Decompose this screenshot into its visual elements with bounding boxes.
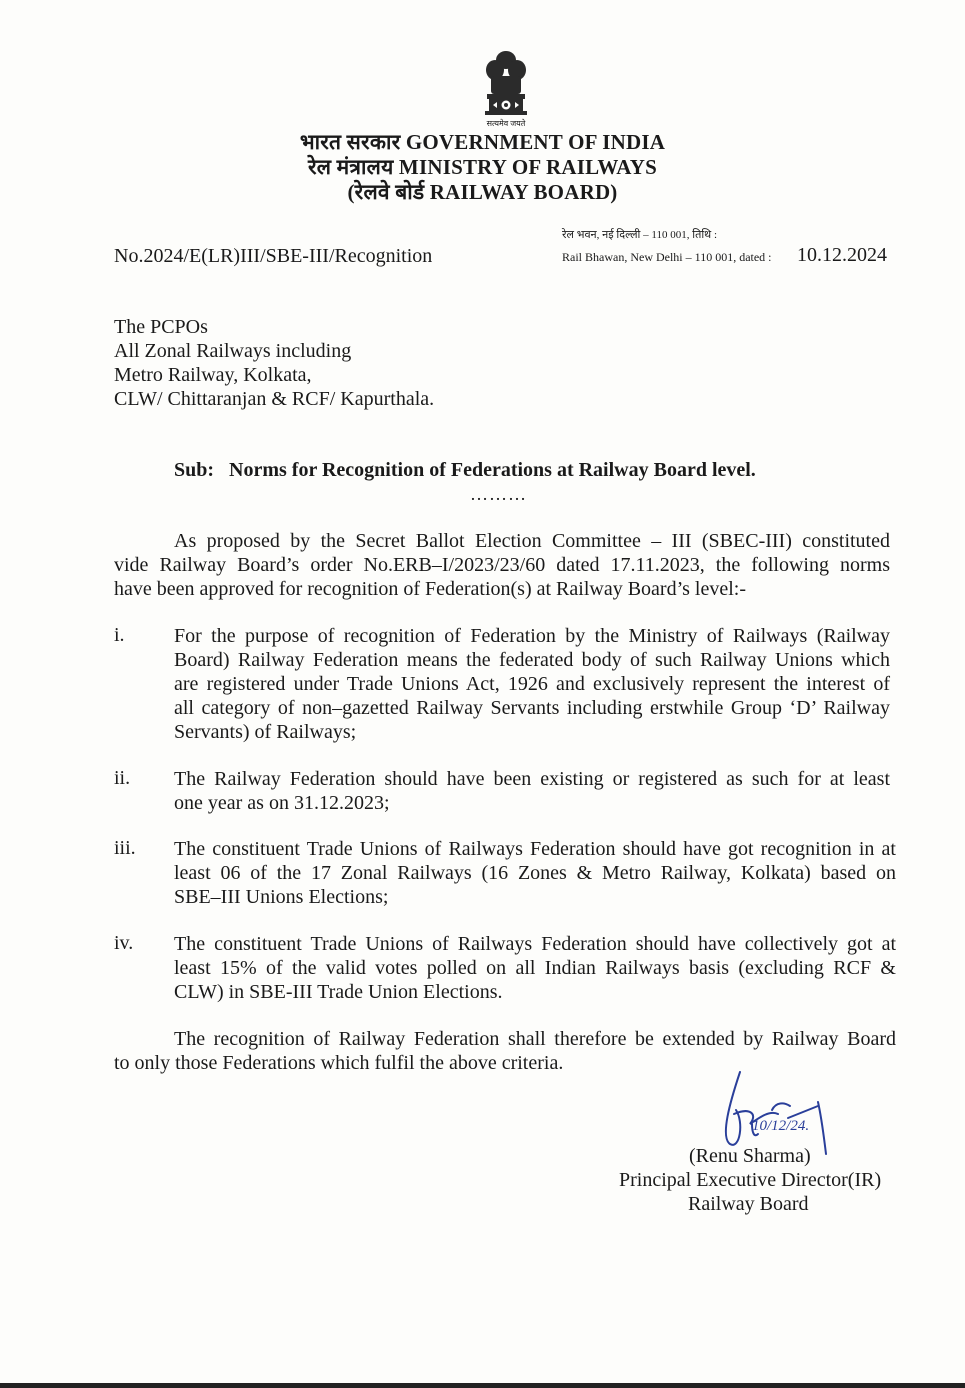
norm-line: The constituent Trade Unions of Railways Federation should have collectively got at [174,933,896,955]
signatory-name: (Renu Sharma) [689,1145,811,1167]
norm-line: CLW) in SBE-III Trade Union Elections. [174,981,503,1003]
subject-line [174,459,756,482]
norm-number: iii. [114,837,136,859]
place-hindi: रेल भवन, नई दिल्ली – 110 001, तिथि : [562,229,718,241]
norm-line: least 15% of the valid votes polled on all Indian Railways basis (excluding RCF & [174,957,896,979]
addressee-line: CLW/ Chittaranjan & RCF/ Kapurthala. [114,388,435,410]
letterhead-ministry: रेल मंत्रालय MINISTRY OF RAILWAYS [308,155,657,179]
closing-line: to only those Federations which fulfil the above criteria. [114,1052,564,1074]
norm-number: ii. [114,767,131,789]
norm-line: least 06 of the 17 Zonal Railways (16 Zones & Metro Railway, Kolkata) based on [174,862,896,884]
norm-line: For the purpose of recognition of Federation by the Ministry of Railways (Railway [174,625,890,647]
subject-text: Norms for Recognition of Federations at Railway Board level. [229,459,756,481]
signatory-designation: Principal Executive Director(IR) [619,1169,882,1191]
page-bottom-edge [0,1383,965,1388]
norm-line: Board) Railway Federation means the federated body of such Railway Unions which [174,649,890,671]
addressee-line: All Zonal Railways including [114,340,352,362]
emblem-motto: सत्यमेव जयते [486,119,526,128]
signatory-office: Railway Board [688,1193,809,1215]
norm-line: Servants) of Railways; [174,721,357,743]
norm-line: The Railway Federation should have been existing or registered as such for at least [174,768,890,790]
intro-line: have been approved for recognition of Federation(s) at Railway Board’s level:- [114,578,747,600]
norm-line: SBE–III Unions Elections; [174,886,389,908]
norm-line: The constituent Trade Unions of Railways Federation should have got recognition in at [174,838,896,860]
letterhead-board: (रेलवे बोर्ड RAILWAY BOARD) [347,180,618,204]
letterhead-government: भारत सरकार GOVERNMENT OF INDIA [299,130,666,154]
addressee-line: Metro Railway, Kolkata, [114,364,312,386]
handwritten-date: 10/12/24. [752,1118,810,1134]
norm-number: iv. [114,932,134,954]
norm-line: one year as on 31.12.2023; [174,792,390,814]
intro-line: vide Railway Board’s order No.ERB–I/2023/23/60 dated 17.11.2023, the following norms [114,554,890,576]
subject-label: Sub: [174,459,215,481]
place-english: Rail Bhawan, New Delhi – 110 001, dated : [562,250,772,264]
reference-number: No.2024/E(LR)III/SBE-III/Recognition [114,245,433,267]
letter-date: 10.12.2024 [797,244,887,266]
norm-line: are registered under Trade Unions Act, 1926 and exclusively represent the interest of [174,673,890,695]
norm-number: i. [114,624,125,646]
closing-line: The recognition of Railway Federation shall therefore be extended by Railway Board [174,1028,896,1050]
addressee-line: The PCPOs [114,316,208,338]
norm-line: all category of non–gazetted Railway Servants including erstwhile Group ‘D’ Railway [174,697,890,719]
subject-separator-dots: ……… [470,484,527,504]
intro-line: As proposed by the Secret Ballot Election Committee – III (SBEC-III) constituted [174,530,890,552]
